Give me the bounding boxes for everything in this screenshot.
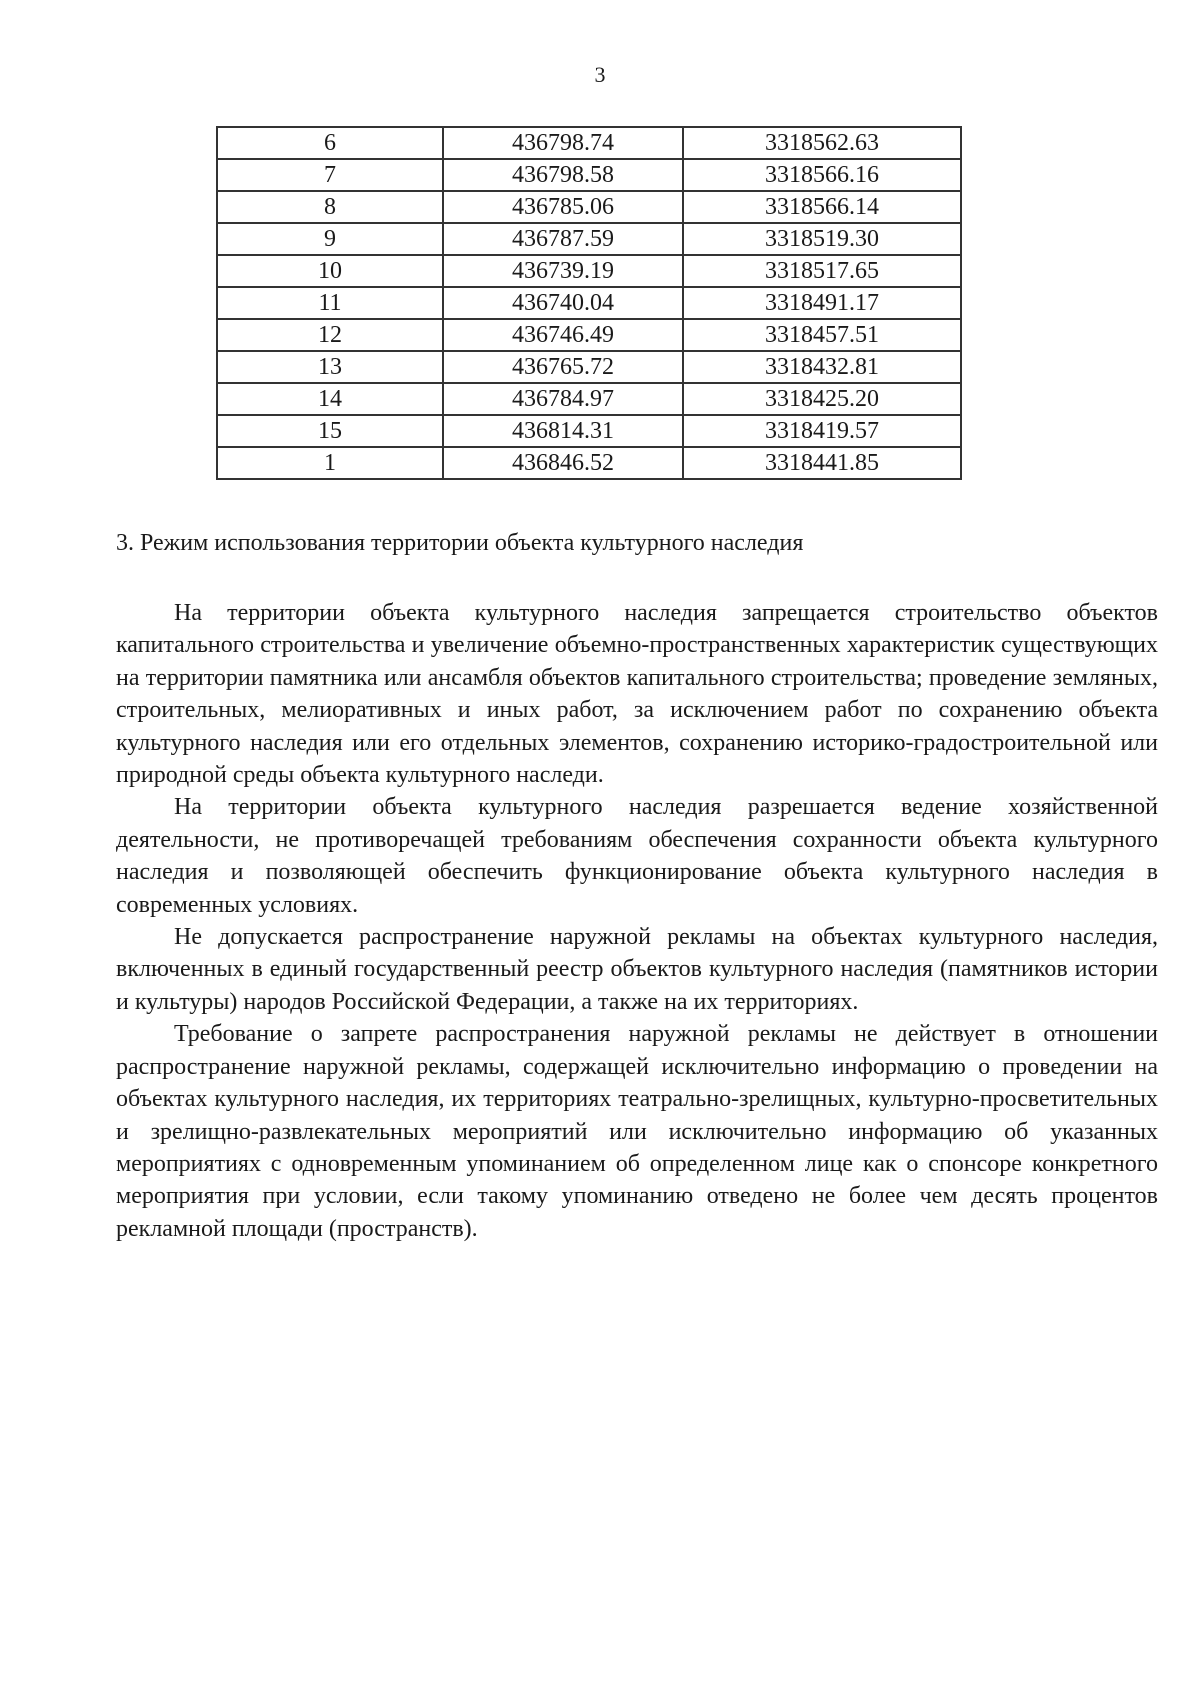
table-row <box>217 255 961 287</box>
y-coordinate-cell: 3318441.85 <box>683 447 961 479</box>
y-coordinate-cell: 3318566.14 <box>683 191 961 223</box>
table-row <box>217 159 961 191</box>
table-row <box>217 127 961 159</box>
table-row <box>217 415 961 447</box>
x-coordinate-cell: 436798.58 <box>443 159 683 191</box>
x-coordinate-cell: 436785.06 <box>443 191 683 223</box>
y-coordinate-cell: 3318419.57 <box>683 415 961 447</box>
y-coordinate-cell: 3318491.17 <box>683 287 961 319</box>
section-heading: 3. Режим использования территории объекта культурного наследия <box>116 530 804 556</box>
table-row <box>217 287 961 319</box>
point-number-cell: 11 <box>217 287 443 319</box>
paragraph-advertising-ban: Не допускается распространение наружной рекламы на объектах культурного наследия, включенных в единый государственный реестр объектов культурного наследия (памятников истории и культуры) народов Российской Федерации, а также на их территориях. <box>116 924 1158 1015</box>
x-coordinate-cell: 436784.97 <box>443 383 683 415</box>
x-coordinate-cell: 436814.31 <box>443 415 683 447</box>
point-number-cell: 10 <box>217 255 443 287</box>
x-coordinate-cell: 436798.74 <box>443 127 683 159</box>
paragraph-economic-activity: На территории объекта культурного наследия разрешается ведение хозяйственной деятельности, не противоречащей требованиям обеспечения сохранности объекта культурного наследия и позволяющей обеспечить функционирование объекта культурного наследия в современных условиях. <box>116 794 1158 918</box>
table-row <box>217 447 961 479</box>
point-number-cell: 6 <box>217 127 443 159</box>
x-coordinate-cell: 436740.04 <box>443 287 683 319</box>
table-row <box>217 191 961 223</box>
y-coordinate-cell: 3318519.30 <box>683 223 961 255</box>
point-number-cell: 14 <box>217 383 443 415</box>
table-row <box>217 383 961 415</box>
coordinates-table <box>216 126 962 480</box>
y-coordinate-cell: 3318562.63 <box>683 127 961 159</box>
point-number-cell: 8 <box>217 191 443 223</box>
table-row <box>217 223 961 255</box>
table-row <box>217 351 961 383</box>
y-coordinate-cell: 3318432.81 <box>683 351 961 383</box>
x-coordinate-cell: 436787.59 <box>443 223 683 255</box>
paragraph-advertising-exception: Требование о запрете распространения наружной рекламы не действует в отношении распространение наружной рекламы, содержащей исключительно информацию о проведении на объектах культурного наследия, их территориях театрально-зрелищных, культурно-просветительных и зрелищно-развлекательных мероприятий или исключительно информацию об указанных мероприятиях с одновременным упоминанием об определенном лице как о спонсоре конкретного мероприятия при условии, если такому упоминанию отведено не более чем десять процентов рекламной площади (пространств). <box>116 1021 1158 1242</box>
point-number-cell: 9 <box>217 223 443 255</box>
y-coordinate-cell: 3318566.16 <box>683 159 961 191</box>
x-coordinate-cell: 436746.49 <box>443 319 683 351</box>
table-row <box>217 319 961 351</box>
x-coordinate-cell: 436739.19 <box>443 255 683 287</box>
x-coordinate-cell: 436765.72 <box>443 351 683 383</box>
y-coordinate-cell: 3318457.51 <box>683 319 961 351</box>
paragraph-construction-ban: На территории объекта культурного наследия запрещается строительство объектов капитального строительства и увеличение объемно-пространственных характеристик существующих на территории памятника или ансамбля объектов капитального строительства; проведение земляных, строительных, мелиоративных и иных работ, за исключением работ по сохранению объекта культурного наследия или его отдельных элементов, сохранению историко-градостроительной или природной среды объекта культурного наследи. <box>116 600 1158 789</box>
y-coordinate-cell: 3318425.20 <box>683 383 961 415</box>
point-number-cell: 13 <box>217 351 443 383</box>
point-number-cell: 15 <box>217 415 443 447</box>
page-number: 3 <box>594 62 606 87</box>
point-number-cell: 12 <box>217 319 443 351</box>
point-number-cell: 1 <box>217 447 443 479</box>
y-coordinate-cell: 3318517.65 <box>683 255 961 287</box>
x-coordinate-cell: 436846.52 <box>443 447 683 479</box>
point-number-cell: 7 <box>217 159 443 191</box>
section-body <box>116 597 1158 1245</box>
